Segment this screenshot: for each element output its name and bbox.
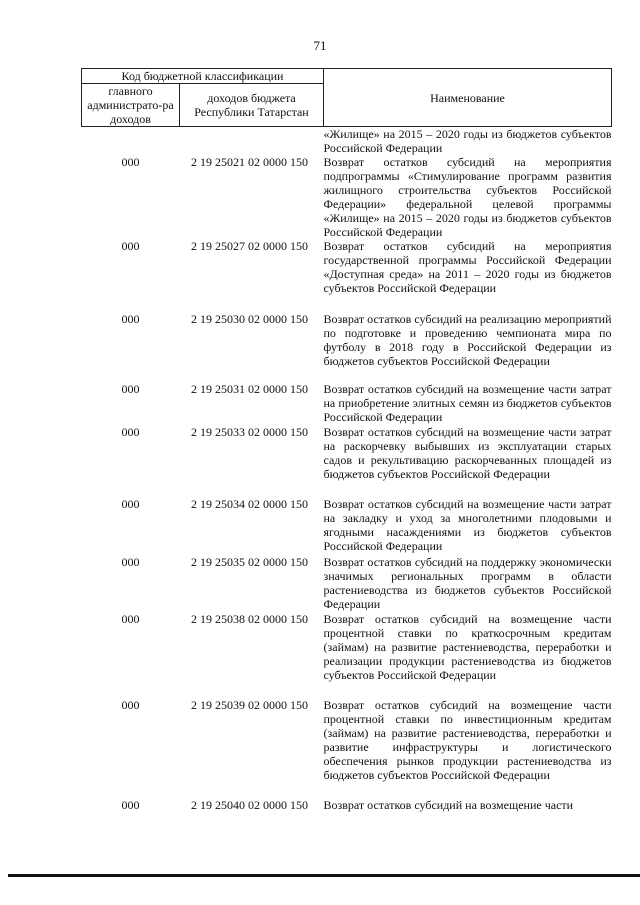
admin-code-cell: 000	[121, 555, 140, 569]
name-cell: Возврат остатков субсидий на мероприятия подпрограммы «Стимулирование программ развития жилищного строительства субъектов Российской Федерации» федеральной целевой программы «Жилище» на 2015 – 2020 годы из бюджетов субъектов Российской Федерации	[323, 155, 612, 239]
table-row	[82, 698, 612, 798]
name-cell: Возврат остатков субсидий на возмещение части затрат на закладку и уход за многолетними плодовыми и ягодными насаждениями из бюджетов субъектов Российской Федерации	[323, 497, 612, 553]
table-row	[82, 382, 612, 425]
name-cell: Возврат остатков субсидий на возмещение части процентной ставки по краткосрочным кредитам (займам) на развитие растениеводства, переработки и реализации продукции растениеводства из бюджетов субъектов Российской Федерации	[323, 612, 612, 682]
table-row	[82, 497, 612, 555]
admin-code-cell: 000	[121, 698, 140, 712]
admin-code-cell: 000	[121, 425, 140, 439]
budget-code-cell: 2 19 25030 02 0000 150	[191, 312, 308, 326]
table-row	[82, 155, 612, 239]
budget-code-cell: 2 19 25027 02 0000 150	[191, 239, 308, 253]
budget-classification-table	[81, 68, 612, 814]
budget-code-cell	[180, 127, 324, 156]
admin-code-cell: 000	[121, 239, 140, 253]
budget-code-cell: 2 19 25034 02 0000 150	[191, 497, 308, 511]
admin-code-cell	[82, 127, 180, 156]
page-number: 71	[313, 38, 327, 53]
budget-code-cell: 2 19 25021 02 0000 150	[191, 155, 308, 169]
admin-code-cell: 000	[121, 612, 140, 626]
budget-code-cell: 2 19 25033 02 0000 150	[191, 425, 308, 439]
name-cell: Возврат остатков субсидий на возмещение части затрат на раскорчевку выбывших из эксплуатации старых садов и рекультивацию раскорчеванных площадей из бюджетов субъектов Российской Федерации	[323, 425, 612, 481]
header-budget-income: доходов бюджета Республики Татарстан	[180, 84, 324, 127]
name-cell: Возврат остатков субсидий на возмещение части процентной ставки по инвестиционным кредитам (займам) на развитие растениеводства, переработки и развитие инфраструктуры и логистического обеспечения рынков продукции растениеводства из бюджетов субъектов Российской Федерации	[323, 698, 612, 782]
admin-code-cell: 000	[121, 382, 140, 396]
table-row	[82, 312, 612, 382]
name-cell: Возврат остатков субсидий на возмещение части	[323, 798, 574, 812]
table-row	[82, 555, 612, 612]
table-row	[82, 127, 612, 156]
bottom-border-line	[8, 874, 640, 877]
header-name: Наименование	[324, 69, 612, 127]
header-main-administrator: главного администрато-ра доходов	[82, 84, 180, 127]
budget-code-cell: 2 19 25038 02 0000 150	[191, 612, 308, 626]
name-cell: Возврат остатков субсидий на возмещение части затрат на приобретение элитных семян из бюджетов субъектов Российской Федерации	[323, 382, 612, 424]
admin-code-cell: 000	[121, 497, 140, 511]
table-row	[82, 612, 612, 698]
name-cell: Возврат остатков субсидий на поддержку экономически значимых региональных программ в области растениеводства из бюджетов субъектов Российской Федерации	[323, 555, 612, 611]
budget-code-cell: 2 19 25031 02 0000 150	[191, 382, 308, 396]
name-cell: Возврат остатков субсидий на реализацию мероприятий по подготовке и проведению чемпионата мира по футболу в 2018 году в Российской Федерации из бюджетов субъектов Российской Федерации	[323, 312, 612, 368]
budget-code-cell: 2 19 25035 02 0000 150	[191, 555, 308, 569]
table-row	[82, 239, 612, 312]
budget-code-cell: 2 19 25039 02 0000 150	[191, 698, 308, 712]
table-row	[82, 425, 612, 497]
budget-code-cell: 2 19 25040 02 0000 150	[191, 798, 308, 812]
name-cell: Возврат остатков субсидий на мероприятия государственной программы Российской Федерации «Доступная среда» на 2011 – 2020 годы из бюджетов субъектов Российской Федерации	[323, 239, 612, 295]
admin-code-cell: 000	[121, 312, 140, 326]
name-cell: «Жилище» на 2015 – 2020 годы из бюджетов субъектов Российской Федерации	[323, 127, 612, 155]
table-row	[82, 798, 612, 814]
admin-code-cell: 000	[121, 798, 140, 812]
admin-code-cell: 000	[121, 155, 140, 169]
header-budget-classification-code: Код бюджетной классификации	[82, 69, 324, 84]
